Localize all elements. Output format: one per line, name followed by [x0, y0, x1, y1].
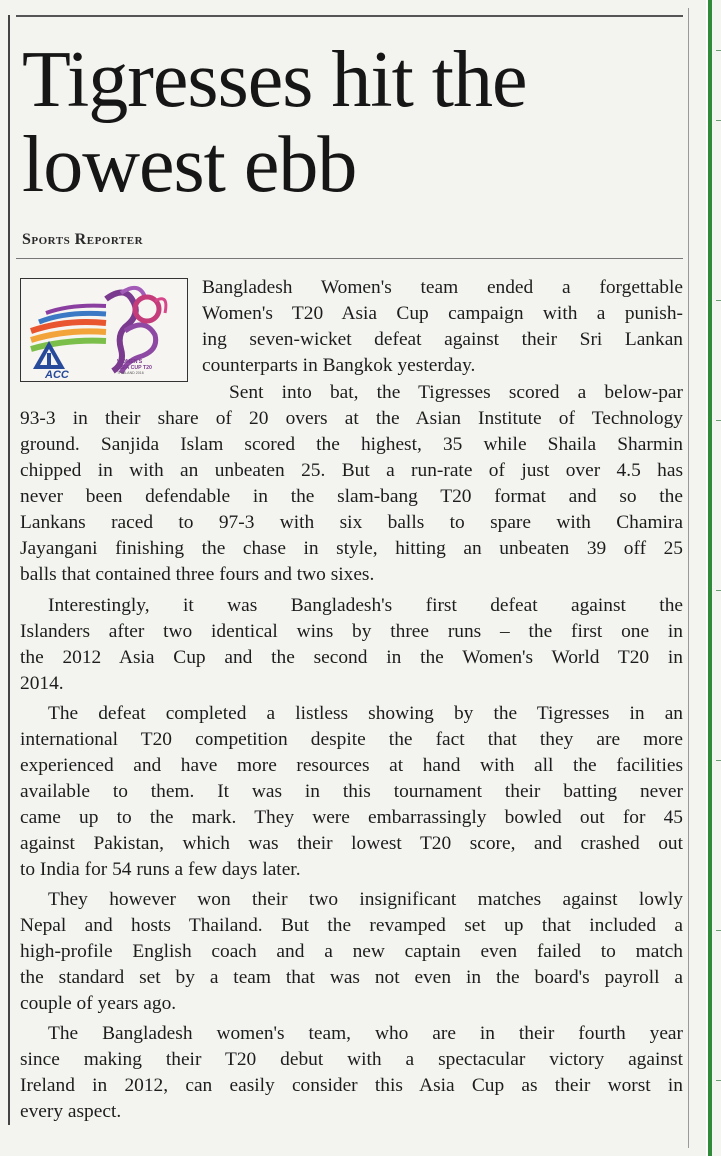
paragraph-1-line: Bangladesh Women's team ended a forgettable: [202, 277, 683, 298]
paragraph-2-line: Sent into bat, the Tigresses scored a below-par: [229, 382, 683, 403]
paragraph-3-line: Interestingly, it was Bangladesh's first defeat against the: [48, 595, 683, 616]
headline-line-2: lowest ebb: [22, 121, 357, 209]
paragraph-1-line: counterparts in Bangkok yesterday.: [202, 355, 476, 376]
paragraph-4-line: available to them. It was in this tournament their batting never: [20, 781, 683, 802]
paragraph-5-line: couple of years ago.: [20, 993, 177, 1014]
paragraph-5-line: They however won their two insignificant matches against lowly: [48, 889, 683, 910]
paragraph-4-line: The defeat completed a listless showing by the Tigresses in an: [48, 703, 683, 724]
adjacent-column-edge: [706, 0, 721, 1156]
svg-text:WOMEN'S: WOMEN'S: [117, 359, 143, 365]
paragraph-5-line: high-profile English coach and a new captain even failed to match: [20, 941, 683, 962]
paragraph-3-line: 2014.: [20, 673, 64, 694]
paragraph-5-line: Nepal and hosts Thailand. But the revamped set up that included a: [20, 915, 683, 936]
column-right-rule: [688, 8, 689, 1148]
byline: Sports Reporter: [22, 231, 144, 248]
paragraph-2-line: never been defendable in the slam-bang T20 format and so the: [20, 486, 683, 507]
headline-line-1: Tigresses hit the: [22, 36, 527, 124]
svg-text:THAILAND 2016: THAILAND 2016: [117, 371, 144, 375]
paragraph-4-line: experienced and have more resources at hand with all the facilities: [20, 755, 683, 776]
paragraph-1-line: ing seven-wicket defeat against their Sri Lankan: [202, 329, 683, 350]
paragraph-2-line: ground. Sanjida Islam scored the highest, 35 while Shaila Sharmin: [20, 434, 683, 455]
paragraph-6-line: Ireland in 2012, can easily consider this Asia Cup as their worst in: [20, 1075, 683, 1096]
paragraph-1-line: Women's T20 Asia Cup campaign with a punish-: [202, 303, 683, 324]
top-rule: [16, 15, 683, 17]
paragraph-2-line: chipped in with an unbeaten 25. But a run-rate of just over 4.5 has: [20, 460, 683, 481]
paragraph-6-line: every aspect.: [20, 1101, 122, 1122]
headline: [22, 38, 682, 208]
paragraph-5-line: the standard set by a team that was not even in the board's payroll a: [20, 967, 683, 988]
byline-rule: [16, 258, 683, 259]
column-left-rule: [8, 15, 10, 1125]
paragraph-2-line: Lankans raced to 97-3 with six balls to spare with Chamira: [20, 512, 683, 533]
svg-text:ACC: ACC: [45, 369, 69, 381]
paragraph-4-line: came up to the mark. They were embarrassingly bowled out for 45: [20, 807, 683, 828]
paragraph-3-line: Islanders after two identical wins by three runs – the first one in: [20, 621, 683, 642]
paragraph-2-line: 93-3 in their share of 20 overs at the Asian Institute of Technology: [20, 408, 683, 429]
svg-text:ASIA CUP T20: ASIA CUP T20: [117, 365, 152, 371]
paragraph-6-line: since making their T20 debut with a spectacular victory against: [20, 1049, 683, 1070]
paragraph-4-line: against Pakistan, which was their lowest T20 score, and crashed out: [20, 833, 683, 854]
paragraph-4-line: international T20 competition despite the fact that they are more: [20, 729, 683, 750]
paragraph-4-line: to India for 54 runs a few days later.: [20, 859, 301, 880]
paragraph-2-line: balls that contained three fours and two sixes.: [20, 564, 375, 585]
acc-womens-asia-cup-logo: [20, 278, 188, 382]
paragraph-3-line: the 2012 Asia Cup and the second in the Women's World T20 in: [20, 647, 683, 668]
trophy-logo-icon: [21, 279, 187, 381]
paragraph-6-line: The Bangladesh women's team, who are in their fourth year: [48, 1023, 683, 1044]
paragraph-2-line: Jayangani finishing the chase in style, hitting an unbeaten 39 off 25: [20, 538, 683, 559]
